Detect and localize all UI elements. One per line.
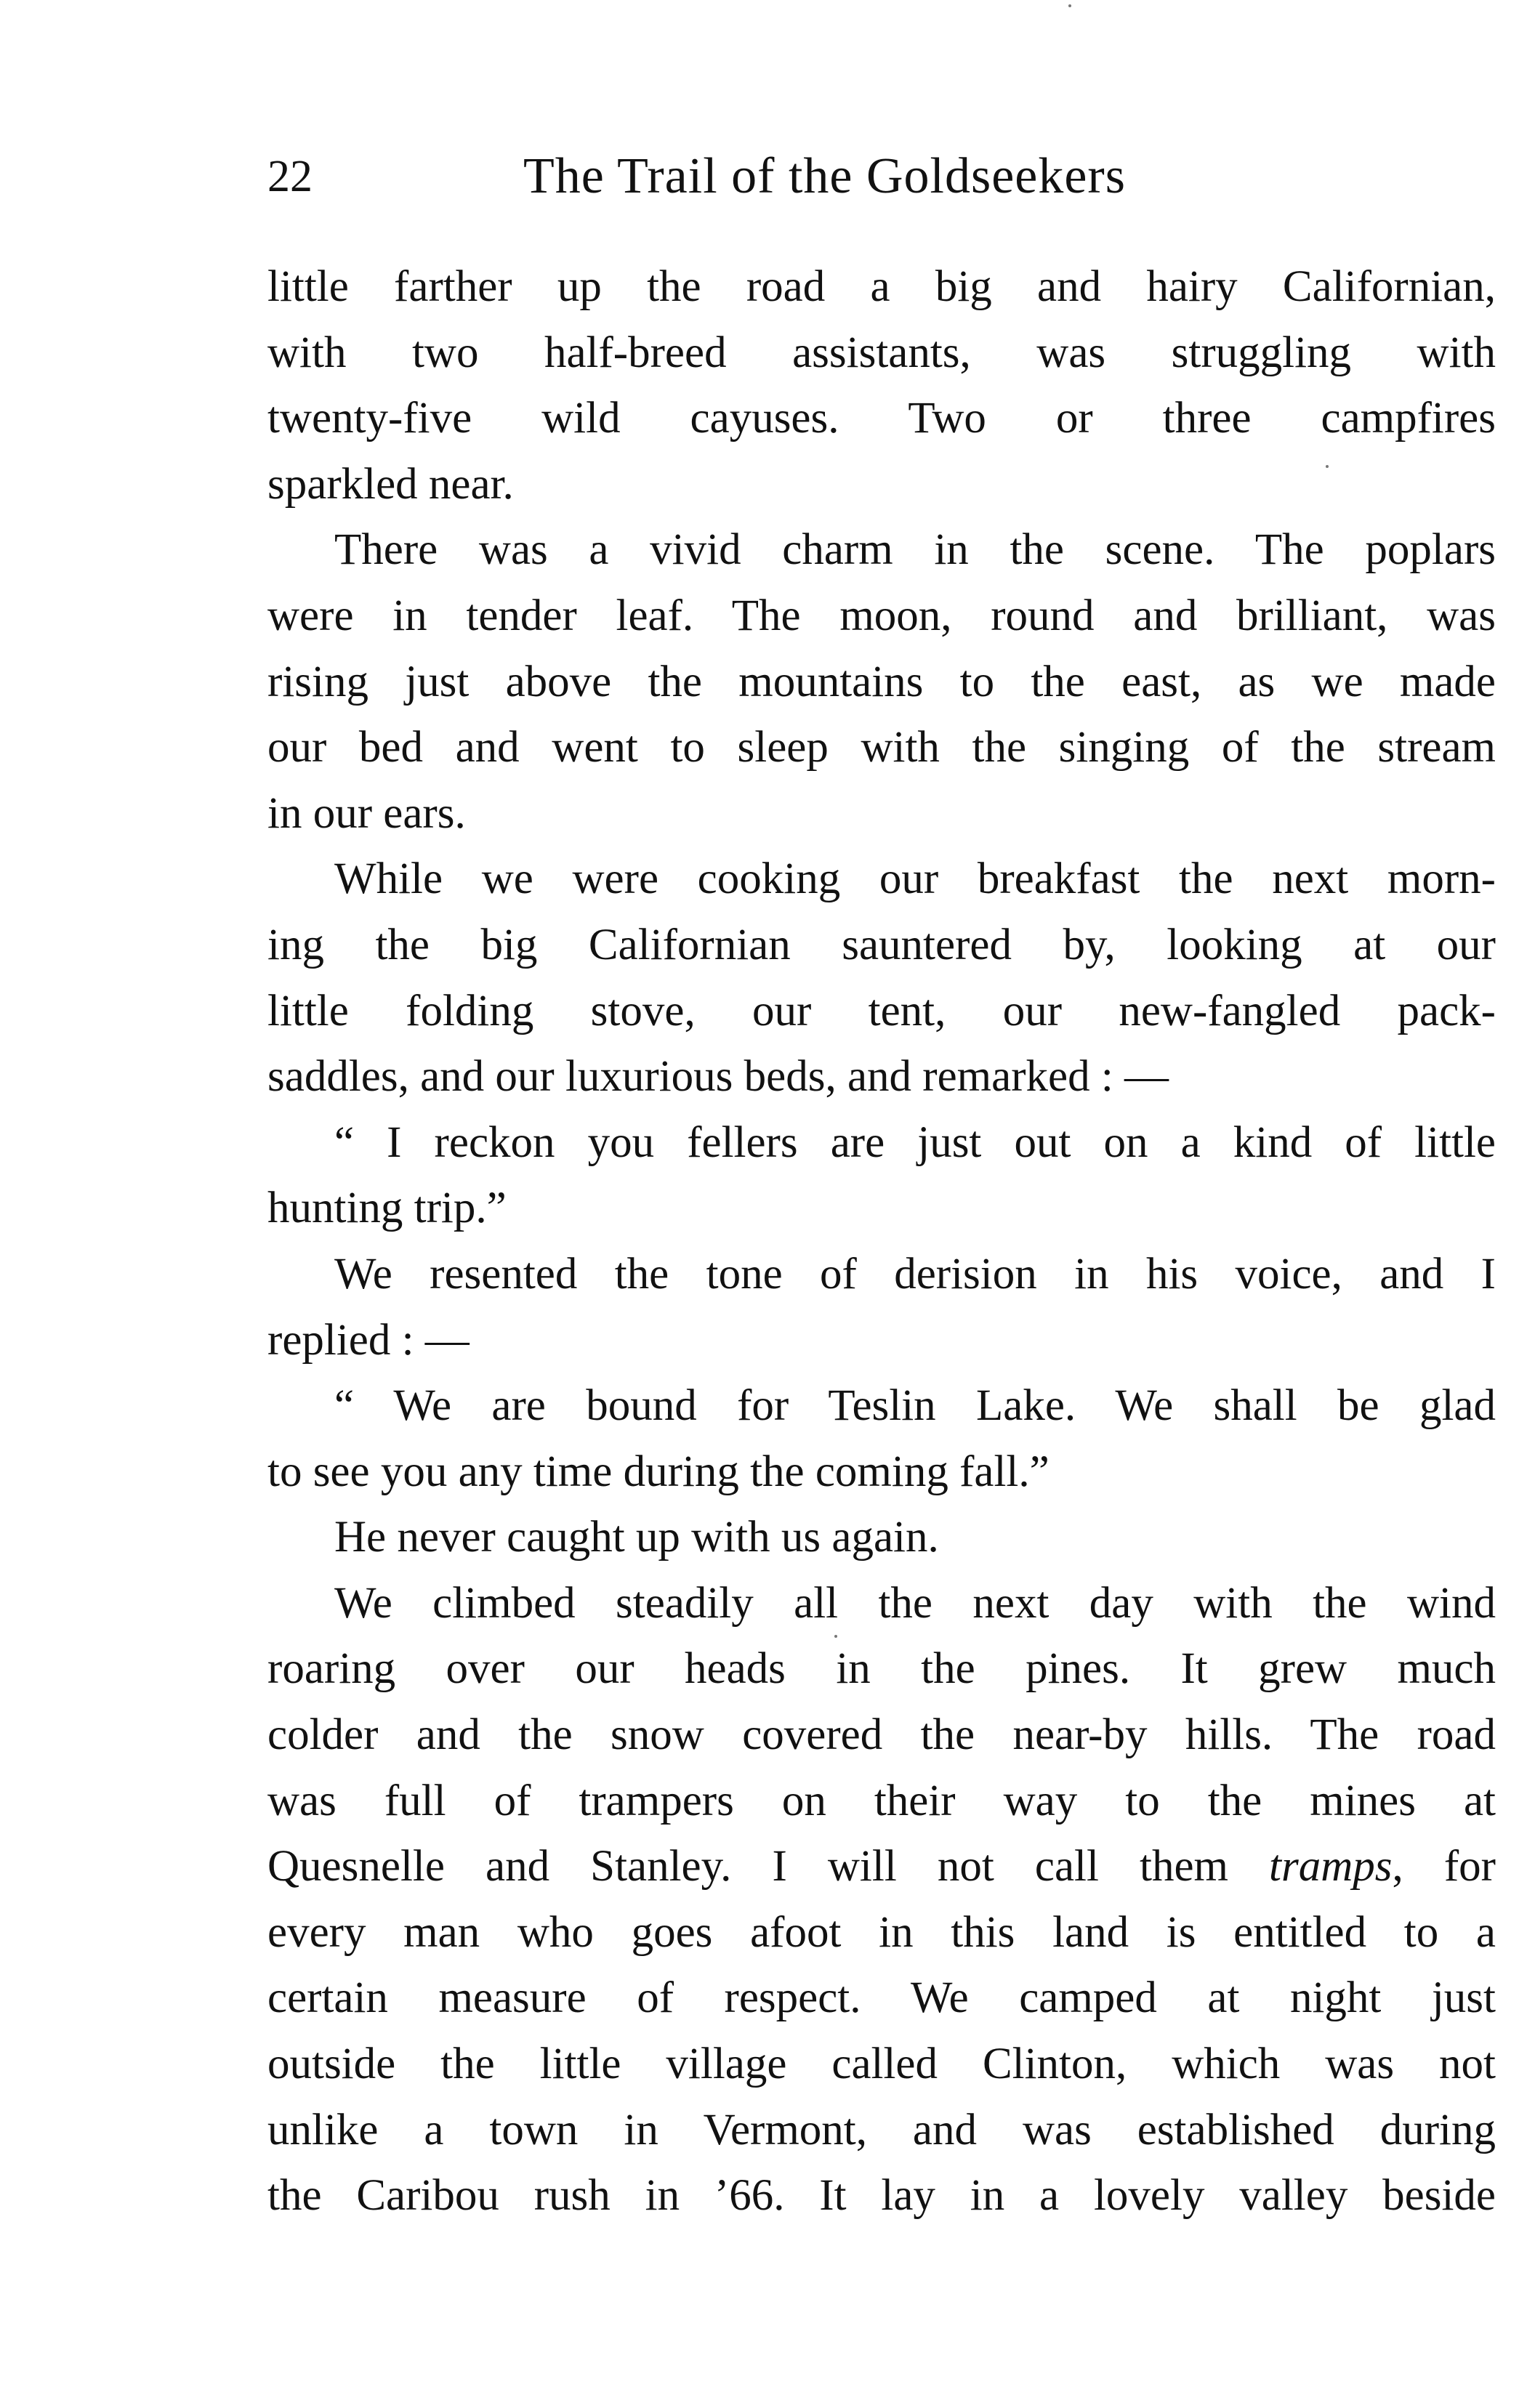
- text-line: unlike a town in Vermont, and was established during: [267, 2105, 1496, 2154]
- page-header: [267, 144, 1503, 209]
- text-line: saddles, and our luxurious beds, and remarked : —: [267, 1052, 1169, 1102]
- text-line: “ I reckon you fellers are just out on a kind of little: [334, 1118, 1496, 1167]
- text-line: little farther up the road a big and hairy Californian,: [267, 262, 1496, 311]
- text-line: our bed and went to sleep with the singing of the stream: [267, 723, 1496, 772]
- text-line: in our ears.: [267, 788, 466, 838]
- text-line: the Caribou rush in ’66. It lay in a lovely valley beside: [267, 2171, 1496, 2221]
- text-line: replied : —: [267, 1315, 470, 1365]
- print-speck: [1326, 465, 1329, 468]
- running-title: The Trail of the Goldseekers: [523, 148, 1126, 204]
- text-line: sparkled near.: [267, 459, 514, 509]
- text-line: colder and the snow covered the near-by hills. The road: [267, 1710, 1496, 1760]
- text-line: We climbed steadily all the next day with the wind: [334, 1578, 1496, 1628]
- text-line: outside the little village called Clinton, which was not: [267, 2040, 1496, 2089]
- text-line: certain measure of respect. We camped at night just: [267, 1973, 1496, 2023]
- text-line: every man who goes afoot in this land is entitled to a: [267, 1907, 1496, 1957]
- text-line: rising just above the mountains to the east, as we made: [267, 657, 1496, 706]
- text-line: roaring over our heads in the pines. It grew much: [267, 1644, 1496, 1694]
- text-line: was full of trampers on their way to the mines at: [267, 1776, 1496, 1825]
- text-line: We resented the tone of derision in his voice, and I: [334, 1249, 1496, 1298]
- text-run: Quesnelle and Stanley. I will not call them: [267, 1842, 1270, 1891]
- text-line: little folding stove, our tent, our new-fangled pack-: [267, 986, 1496, 1035]
- italic-word: tramps: [1269, 1842, 1393, 1891]
- text-line: were in tender leaf. The moon, round and brilliant, was: [267, 591, 1496, 640]
- text-line: While we were cooking our breakfast the next morn-: [334, 854, 1496, 904]
- text-line-with-italic: [267, 1834, 1496, 1900]
- page-number: 22: [267, 152, 313, 201]
- print-speck: [1068, 4, 1071, 7]
- text-line: There was a vivid charm in the scene. The poplars: [334, 525, 1496, 575]
- text-line: “ We are bound for Teslin Lake. We shall be glad: [334, 1381, 1496, 1431]
- text-line: twenty-five wild cayuses. Two or three campfires: [267, 394, 1496, 443]
- text-line: to see you any time during the coming fall.”: [267, 1447, 1049, 1496]
- body-text: [267, 254, 1496, 2229]
- text-line: with two half-breed assistants, was struggling with: [267, 328, 1496, 377]
- text-line: hunting trip.”: [267, 1184, 507, 1233]
- print-speck: [834, 1635, 837, 1638]
- text-run: , for: [1392, 1842, 1496, 1891]
- text-line: ing the big Californian sauntered by, looking at our: [267, 920, 1496, 969]
- text-line: He never caught up with us again.: [334, 1513, 939, 1562]
